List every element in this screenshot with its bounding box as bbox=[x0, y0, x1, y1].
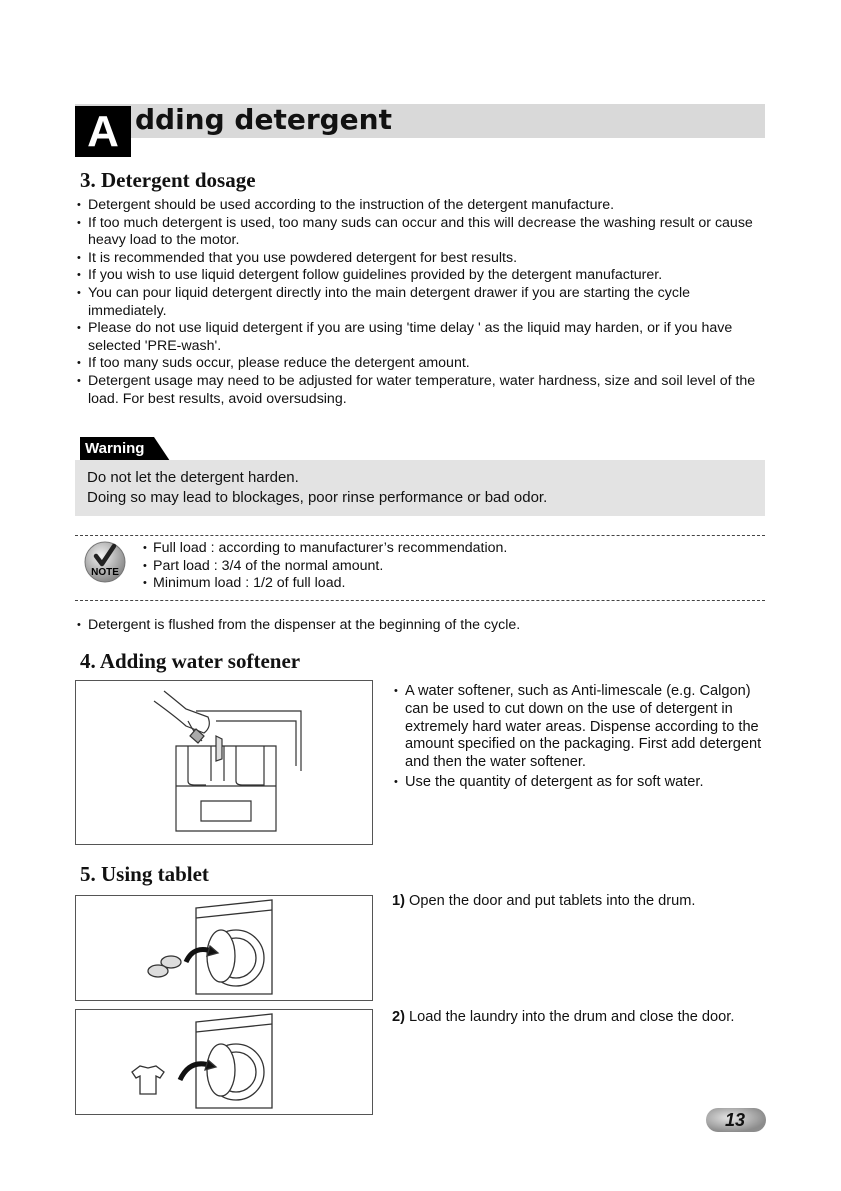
list-item: • If you wish to use liquid detergent follow guidelines provided by the detergent manufacturer. bbox=[75, 267, 765, 285]
warning-tab bbox=[80, 437, 170, 461]
list-item: • It is recommended that you use powdered detergent for best results. bbox=[75, 250, 765, 268]
note-list bbox=[143, 540, 507, 593]
detergent-drawer-image bbox=[76, 681, 372, 844]
list-item: • A water softener, such as Anti-limescale (e.g. Calgon) can be used to cut down on the use of detergent in extremely hard water areas. Dispense according to the amount specified on the packaging. First add detergent and then the water softener. bbox=[392, 683, 762, 772]
softener-heading: 4. Adding water softener bbox=[80, 649, 301, 673]
tablet-step-2 bbox=[392, 1009, 762, 1027]
page-number-badge bbox=[704, 1106, 770, 1134]
warning-text-1: Do not let the detergent harden. bbox=[87, 469, 299, 486]
warning-label: Warning bbox=[85, 440, 145, 457]
list-item: • If too much detergent is used, too many suds can occur and this will decrease the washing result or cause heavy load to the motor. bbox=[75, 215, 765, 250]
warning-text-2: Doing so may lead to blockages, poor rinse performance or bad odor. bbox=[87, 489, 548, 506]
list-item: • Use the quantity of detergent as for soft water. bbox=[392, 774, 762, 792]
page-title: dding detergent bbox=[135, 103, 392, 136]
washer-laundry-image bbox=[76, 1010, 372, 1114]
softener-illustration bbox=[75, 680, 373, 845]
softener-list bbox=[392, 683, 762, 792]
note-label: NOTE bbox=[91, 567, 119, 578]
note-badge bbox=[83, 540, 127, 584]
step-number: 2) bbox=[392, 1009, 405, 1025]
list-item: • Part load : 3/4 of the normal amount. bbox=[143, 558, 507, 576]
list-item: • Detergent usage may need to be adjusted for water temperature, water hardness, size and soil level of the load. For best results, avoid oversudsing. bbox=[75, 373, 765, 408]
list-item: • Detergent is flushed from the dispenser at the beginning of the cycle. bbox=[75, 617, 765, 635]
tablet-heading: 5. Using tablet bbox=[80, 862, 209, 886]
flush-note bbox=[75, 617, 765, 635]
tablet-step-1 bbox=[392, 893, 762, 911]
header-initial-letter: A bbox=[75, 106, 131, 157]
step-number: 1) bbox=[392, 893, 405, 909]
list-item: • Full load : according to manufacturer’s recommendation. bbox=[143, 540, 507, 558]
warning-box bbox=[75, 460, 765, 516]
list-item: • Detergent should be used according to the instruction of the detergent manufacture. bbox=[75, 197, 765, 215]
note-divider-bottom bbox=[75, 600, 765, 601]
list-item: • If too many suds occur, please reduce the detergent amount. bbox=[75, 355, 765, 373]
step-text: Open the door and put tablets into the drum. bbox=[409, 893, 696, 909]
list-item: • Minimum load : 1/2 of full load. bbox=[143, 575, 507, 593]
list-item: • You can pour liquid detergent directly into the main detergent drawer if you are starting the cycle immediately. bbox=[75, 285, 765, 320]
dosage-list bbox=[75, 197, 765, 408]
list-item: • Please do not use liquid detergent if you are using 'time delay ' as the liquid may harden, or if you have selected 'PRE-wash'. bbox=[75, 320, 765, 355]
tablet-illustration-2 bbox=[75, 1009, 373, 1115]
step-text: Load the laundry into the drum and close the door. bbox=[409, 1009, 735, 1025]
page-number: 13 bbox=[724, 1110, 746, 1130]
washer-tablets-image bbox=[76, 896, 372, 1000]
note-divider-top bbox=[75, 535, 765, 536]
tablet-illustration-1 bbox=[75, 895, 373, 1001]
dosage-heading: 3. Detergent dosage bbox=[80, 168, 256, 192]
